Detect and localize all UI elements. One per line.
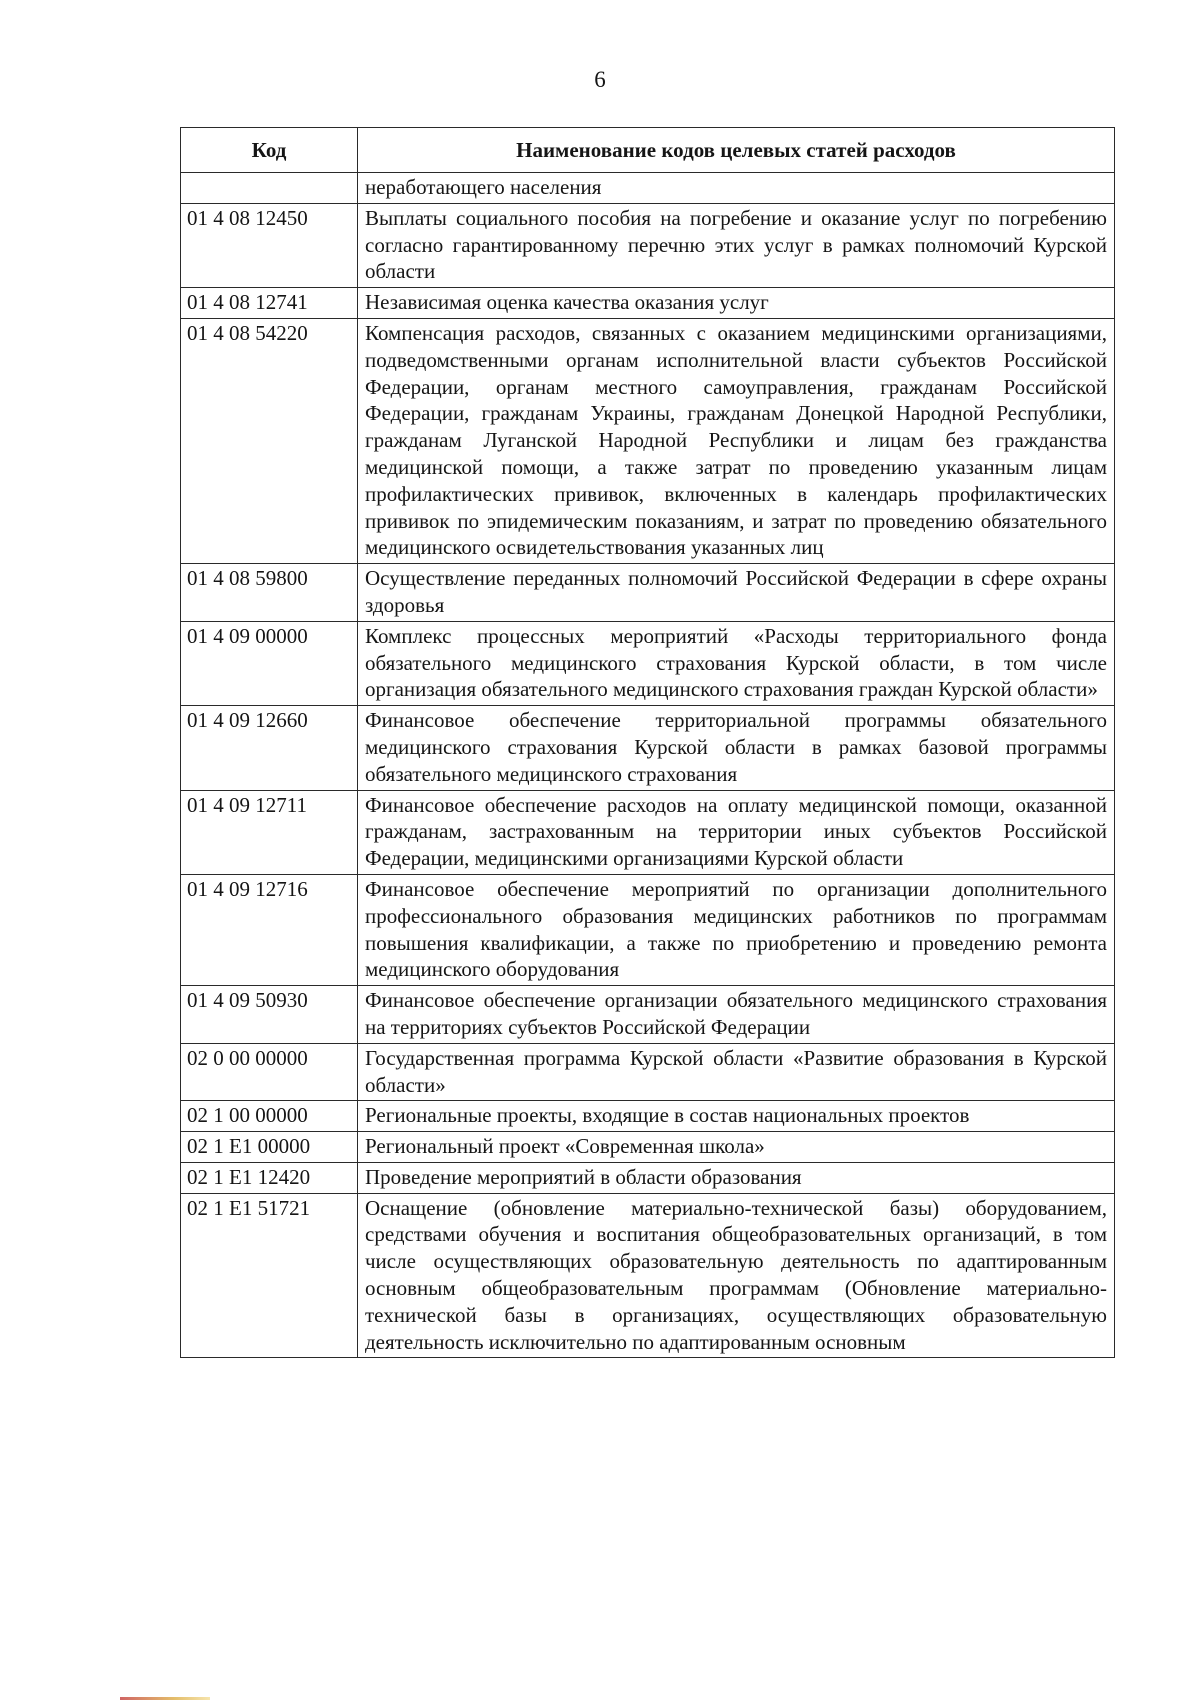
row-name: Государственная программа Курской области «Развитие образования в Курской области» bbox=[358, 1043, 1115, 1101]
table-row bbox=[181, 288, 1115, 319]
table-row bbox=[181, 203, 1115, 287]
header-name: Наименование кодов целевых статей расходов bbox=[358, 128, 1115, 173]
row-name: неработающего населения bbox=[358, 173, 1115, 204]
table-row bbox=[181, 1101, 1115, 1132]
row-code: 02 0 00 00000 bbox=[181, 1043, 358, 1101]
row-name: Финансовое обеспечение организации обязательного медицинского страхования на территориях субъектов Российской Федерации bbox=[358, 986, 1115, 1044]
table-header-row bbox=[181, 128, 1115, 173]
row-code: 01 4 08 54220 bbox=[181, 318, 358, 563]
row-code: 01 4 09 12660 bbox=[181, 706, 358, 790]
scan-edge-mark bbox=[120, 1697, 210, 1700]
page-number: 6 bbox=[594, 67, 606, 92]
row-code: 01 4 08 12741 bbox=[181, 288, 358, 319]
row-name: Проведение мероприятий в области образования bbox=[358, 1162, 1115, 1193]
row-code: 01 4 09 12711 bbox=[181, 790, 358, 874]
row-code: 01 4 09 12716 bbox=[181, 874, 358, 985]
row-name: Региональные проекты, входящие в состав национальных проектов bbox=[358, 1101, 1115, 1132]
table-row bbox=[181, 1043, 1115, 1101]
row-code: 01 4 08 59800 bbox=[181, 564, 358, 622]
table-row bbox=[181, 790, 1115, 874]
row-code: 02 1 E1 00000 bbox=[181, 1132, 358, 1163]
row-name: Осуществление переданных полномочий Российской Федерации в сфере охраны здоровья bbox=[358, 564, 1115, 622]
row-code: 02 1 00 00000 bbox=[181, 1101, 358, 1132]
row-name: Компенсация расходов, связанных с оказанием медицинскими организациями, подведомственными органам исполнительной власти субъектов Российской Федерации, органам местного самоуправления, гражданам Российской Федерации, гражданам Украины, гражданам Донецкой Народной Республики, гражданам Луганской Народной Республики и лицам без гражданства медицинской помощи, а также затрат по проведению указанным лицам профилактических прививок, включенных в календарь профилактических прививок по эпидемическим показаниям, и затрат по проведению обязательного медицинского освидетельствования указанных лиц bbox=[358, 318, 1115, 563]
row-code: 02 1 E1 12420 bbox=[181, 1162, 358, 1193]
table-row bbox=[181, 318, 1115, 563]
row-name: Финансовое обеспечение расходов на оплату медицинской помощи, оказанной гражданам, застрахованным на территории иных субъектов Российской Федерации, медицинскими организациями Курской области bbox=[358, 790, 1115, 874]
table-row bbox=[181, 874, 1115, 985]
row-code: 01 4 09 00000 bbox=[181, 621, 358, 705]
table-row bbox=[181, 621, 1115, 705]
row-name: Комплекс процессных мероприятий «Расходы территориального фонда обязательного медицинского страхования Курской области, в том числе организация обязательного медицинского страхования граждан Курской области» bbox=[358, 621, 1115, 705]
table-row bbox=[181, 1132, 1115, 1163]
row-name: Независимая оценка качества оказания услуг bbox=[358, 288, 1115, 319]
target-expense-codes-table bbox=[180, 127, 1115, 1358]
table-row bbox=[181, 173, 1115, 204]
table-row bbox=[181, 1193, 1115, 1358]
table-row bbox=[181, 564, 1115, 622]
row-name: Финансовое обеспечение мероприятий по организации дополнительного профессионального образования медицинских работников по программам повышения квалификации, а также по приобретению и проведению ремонта медицинского оборудования bbox=[358, 874, 1115, 985]
row-name: Выплаты социального пособия на погребение и оказание услуг по погребению согласно гарантированному перечню этих услуг в рамках полномочий Курской области bbox=[358, 203, 1115, 287]
row-name: Оснащение (обновление материально-технической базы) оборудованием, средствами обучения и воспитания общеобразовательных организаций, в том числе осуществляющих образовательную деятельность по адаптированным основным общеобразовательным программам (Обновление материально-технической базы в организациях, осуществляющих образовательную деятельность исключительно по адаптированным основным bbox=[358, 1193, 1115, 1358]
row-code: 01 4 09 50930 bbox=[181, 986, 358, 1044]
table-row bbox=[181, 986, 1115, 1044]
table-row bbox=[181, 706, 1115, 790]
header-code: Код bbox=[181, 128, 358, 173]
row-name: Региональный проект «Современная школа» bbox=[358, 1132, 1115, 1163]
row-code: 02 1 E1 51721 bbox=[181, 1193, 358, 1358]
table-row bbox=[181, 1162, 1115, 1193]
row-code bbox=[181, 173, 358, 204]
row-name: Финансовое обеспечение территориальной программы обязательного медицинского страхования Курской области в рамках базовой программы обязательного медицинского страхования bbox=[358, 706, 1115, 790]
row-code: 01 4 08 12450 bbox=[181, 203, 358, 287]
